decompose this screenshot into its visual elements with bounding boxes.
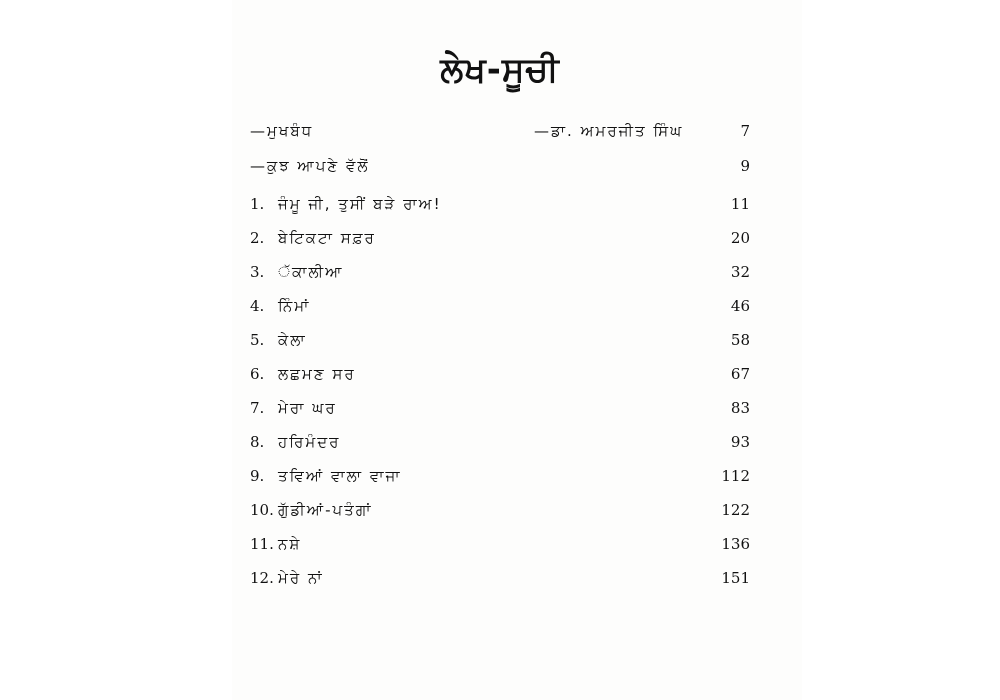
toc-entry-number: 10. [250, 501, 274, 519]
toc-entry-label: ਹਰਿਮੰਦਰ [278, 433, 341, 451]
toc-entry [250, 225, 750, 251]
toc-entry-label: ਤਵਿਆਂ ਵਾਲਾ ਵਾਜਾ [278, 467, 402, 485]
toc-entry-label: ਮੇਰਾ ਘਰ [278, 399, 337, 417]
toc-entry-number: 3. [250, 263, 265, 281]
toc-entry [250, 327, 750, 353]
toc-entry-page: 11 [730, 195, 750, 213]
toc-entry-number: 1. [250, 195, 265, 213]
toc-entry-number: 12. [250, 569, 274, 587]
toc-entry-number: 9. [250, 467, 265, 485]
toc-entry-label: —ਕੁਝ ਆਪਣੇ ਵੱਲੋਂ [250, 157, 370, 175]
toc-entry-page: 83 [730, 399, 750, 417]
toc-entry-page: 9 [740, 157, 750, 175]
toc-entry-label: ਨਸ਼ੇ [278, 535, 302, 553]
toc-entry-foreword [250, 118, 750, 144]
page-title: ਲੇਖ-ਸੂਚੀ [440, 50, 560, 90]
toc-entry-page: 20 [730, 229, 750, 247]
toc-entry-page: 46 [730, 297, 750, 315]
toc-entry-number: 6. [250, 365, 265, 383]
toc-entry [250, 293, 750, 319]
toc-entry-page: 136 [721, 535, 750, 553]
toc-entry-page: 122 [721, 501, 750, 519]
toc-entry-page: 32 [730, 263, 750, 281]
toc-entry [250, 259, 750, 285]
toc-entry-label: ਮੇਰੇ ਨਾਂ [278, 569, 324, 587]
toc-entry-preface [250, 153, 750, 179]
toc-entry-number: 4. [250, 297, 265, 315]
toc-entry-number: 7. [250, 399, 265, 417]
toc-entry-author: —ਡਾ. ਅਮਰਜੀਤ ਸਿੰਘ [534, 122, 684, 140]
toc-entry-page: 93 [730, 433, 750, 451]
toc-entry-number: 8. [250, 433, 265, 451]
toc-entry-label: ਨਿੰਮਾਂ [278, 297, 311, 315]
toc-entry [250, 191, 750, 217]
toc-entry-page: 112 [721, 467, 750, 485]
toc-entry-number: 2. [250, 229, 265, 247]
toc-entry [250, 361, 750, 387]
toc-entry-label: ੱਕਾਲੀਆ [278, 263, 344, 281]
toc-entry [250, 497, 750, 523]
toc-entry-label: —ਮੁਖਬੰਧ [250, 122, 314, 140]
toc-entry-number: 11. [250, 535, 274, 553]
toc-entry-page: 67 [730, 365, 750, 383]
toc-entry-number: 5. [250, 331, 265, 349]
toc-entry [250, 395, 750, 421]
toc-entry-page: 58 [730, 331, 750, 349]
toc-entry-label: ਜੰਮੂ ਜੀ, ਤੁਸੀਂ ਬੜੇ ਰਾਅ! [278, 195, 442, 213]
toc-entry [250, 429, 750, 455]
toc-entry-label: ਬੇਟਿਕਟਾ ਸਫ਼ਰ [278, 229, 376, 247]
toc-entry [250, 463, 750, 489]
toc-entry [250, 531, 750, 557]
toc-entry-label: ਗੁੱਡੀਆਂ-ਪਤੰਗਾਂ [278, 501, 373, 519]
toc-entry-label: ਲਛਮਣ ਸਰ [278, 365, 356, 383]
toc-entry [250, 565, 750, 591]
toc-entry-page: 151 [721, 569, 750, 587]
toc-entry-page: 7 [740, 122, 750, 140]
toc-entry-label: ਕੇਲਾ [278, 331, 307, 349]
